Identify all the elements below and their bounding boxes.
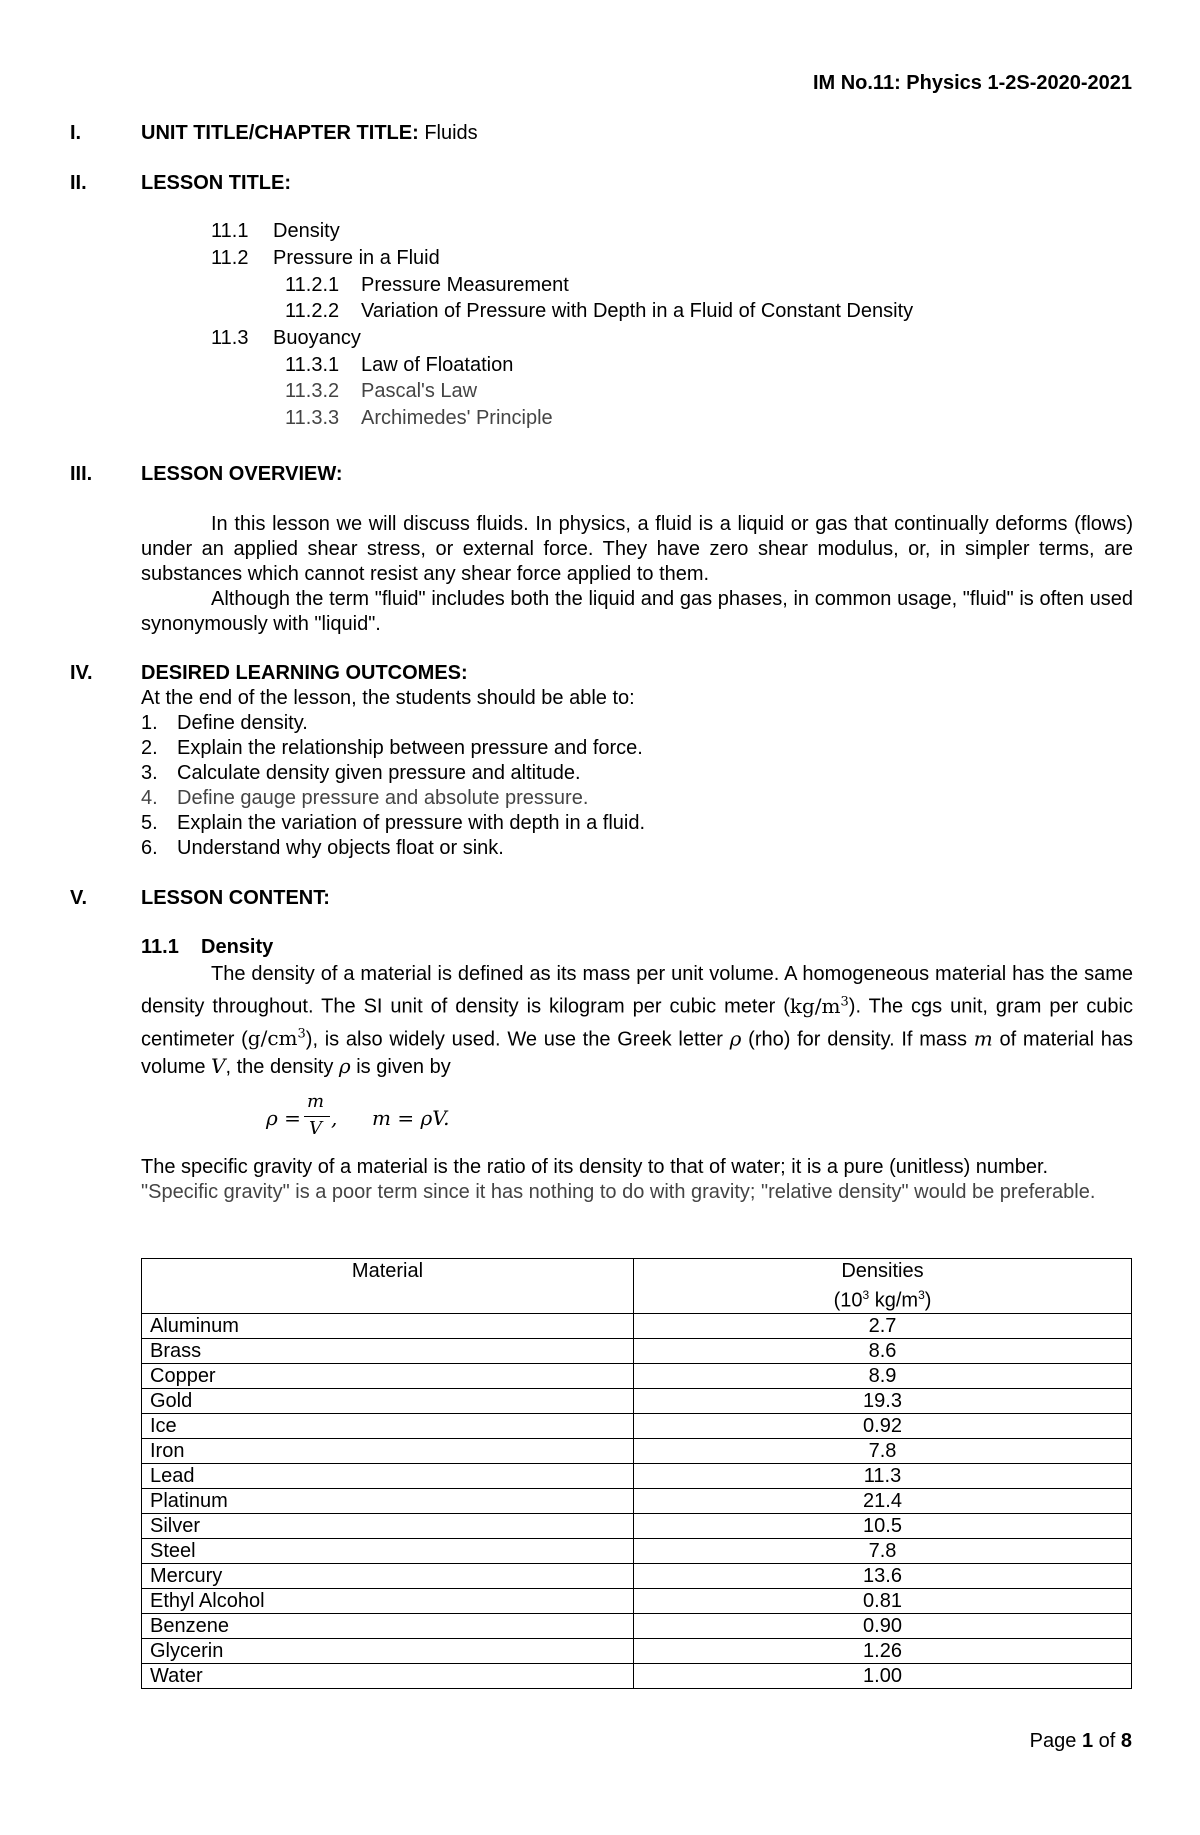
document-reference: IM No.11: Physics 1-2S-2020-2021 bbox=[812, 72, 1132, 94]
material-cell: Lead bbox=[142, 1463, 634, 1488]
table-row bbox=[142, 1563, 1132, 1588]
page-footer bbox=[1030, 1730, 1132, 1753]
cgs-unit: $g/cm^3$ bbox=[247, 1026, 306, 1051]
learning-outcomes-heading: DESIRED LEARNING OUTCOMES: bbox=[141, 662, 468, 684]
overview-text-1: In this lesson we will discuss fluids. In physics, a fluid is a liquid or gas that continually deforms (flows) under an applied shear stress, or external force. They have zero shear modulus, or, in simpler terms, are substances which cannot resist any shear force applied to them. bbox=[141, 513, 1133, 585]
section-numeral: IV. bbox=[70, 662, 93, 684]
density-cell: 1.00 bbox=[634, 1663, 1132, 1688]
outcome-text: Define density. bbox=[177, 712, 308, 734]
material-cell: Ice bbox=[142, 1413, 634, 1438]
rho-symbol: ρ bbox=[729, 1026, 742, 1051]
material-cell: Ethyl Alcohol bbox=[142, 1588, 634, 1613]
toc-number: 11.3 bbox=[211, 327, 249, 349]
unit-title-label: UNIT TITLE/CHAPTER TITLE: bbox=[141, 122, 419, 144]
outcome-text: Define gauge pressure and absolute pressure. bbox=[177, 787, 589, 809]
toc-title: Pressure in a Fluid bbox=[273, 247, 440, 269]
density-text: (rho) for density. If mass bbox=[748, 1028, 968, 1051]
outcome-number: 2. bbox=[141, 737, 158, 759]
toc-number: 11.3.1 bbox=[285, 354, 340, 376]
table-row bbox=[142, 1513, 1132, 1538]
section-numeral: III. bbox=[70, 463, 93, 485]
density-text: The density of a material is defined as its mass per unit volume. A homogeneous material has the same density throughout. The SI unit of density is kilogram per cubic meter ( bbox=[141, 963, 1133, 1018]
density-paragraph bbox=[141, 961, 1133, 1081]
column-header-material: Material bbox=[142, 1259, 634, 1314]
table-row bbox=[142, 1438, 1132, 1463]
density-cell: 0.92 bbox=[634, 1413, 1132, 1438]
outcome-number: 5. bbox=[141, 812, 158, 834]
density-cell: 0.81 bbox=[634, 1588, 1132, 1613]
table-row bbox=[142, 1538, 1132, 1563]
fraction-bar bbox=[304, 1116, 330, 1117]
table-row bbox=[142, 1313, 1132, 1338]
specific-gravity-text-2: "Specific gravity" is a poor term since it has nothing to do with gravity; "relative density" would be preferable. bbox=[141, 1181, 1096, 1203]
material-cell: Brass bbox=[142, 1338, 634, 1363]
material-cell: Glycerin bbox=[142, 1638, 634, 1663]
toc-number: 11.3.2 bbox=[285, 380, 340, 402]
table-row bbox=[142, 1488, 1132, 1513]
outcomes-intro: At the end of the lesson, the students should be able to: bbox=[141, 687, 635, 709]
material-cell: Water bbox=[142, 1663, 634, 1688]
table-row bbox=[142, 1363, 1132, 1388]
page-word: Page bbox=[1029, 1730, 1077, 1752]
density-cell: 2.7 bbox=[634, 1313, 1132, 1338]
toc-title: Pressure Measurement bbox=[361, 274, 569, 296]
equation-denominator: V bbox=[309, 1118, 322, 1139]
material-cell: Mercury bbox=[142, 1563, 634, 1588]
table-row bbox=[142, 1588, 1132, 1613]
outcome-text: Understand why objects float or sink. bbox=[177, 837, 504, 859]
outcome-number: 1. bbox=[141, 712, 158, 734]
toc-title: Law of Floatation bbox=[361, 354, 514, 376]
material-cell: Gold bbox=[142, 1388, 634, 1413]
equation-comma: , bbox=[331, 1106, 338, 1130]
equation-mass: m = ρV. bbox=[372, 1106, 450, 1130]
table-row bbox=[142, 1613, 1132, 1638]
subsection-number: 11.1 bbox=[141, 936, 179, 958]
material-cell: Copper bbox=[142, 1363, 634, 1388]
table-row bbox=[142, 1388, 1132, 1413]
section-numeral: V. bbox=[70, 887, 88, 909]
subsection-title: Density bbox=[201, 936, 274, 958]
density-cell: 0.90 bbox=[634, 1613, 1132, 1638]
table-row bbox=[142, 1463, 1132, 1488]
density-cell: 19.3 bbox=[634, 1388, 1132, 1413]
toc-number: 11.2.2 bbox=[285, 300, 340, 322]
outcome-number: 3. bbox=[141, 762, 158, 784]
page-number: 1 bbox=[1081, 1730, 1094, 1752]
section-numeral: II. bbox=[70, 172, 87, 194]
mass-symbol: m bbox=[973, 1026, 993, 1051]
outcome-text: Explain the relationship between pressure and force. bbox=[177, 737, 643, 759]
specific-gravity-text-1: The specific gravity of a material is the ratio of its density to that of water; it is a pure (unitless) number. bbox=[141, 1156, 1049, 1178]
overview-text-2: Although the term "fluid" includes both the liquid and gas phases, in common usage, "fluid" is often used synonymously with "liquid". bbox=[141, 588, 1133, 635]
table-header-row bbox=[142, 1259, 1132, 1314]
si-unit: $kg/m^3$ bbox=[789, 993, 849, 1018]
material-cell: Steel bbox=[142, 1538, 634, 1563]
toc-title: Buoyancy bbox=[273, 327, 361, 349]
density-cell: 7.8 bbox=[634, 1438, 1132, 1463]
column-header-densities: Densities ($10^3$ $kg/m^3$) bbox=[634, 1259, 1132, 1314]
outcome-number: 4. bbox=[141, 787, 158, 809]
material-cell: Iron bbox=[142, 1438, 634, 1463]
toc-title: Archimedes' Principle bbox=[361, 407, 553, 429]
density-cell: 21.4 bbox=[634, 1488, 1132, 1513]
material-cell: Benzene bbox=[142, 1613, 634, 1638]
toc-number: 11.1 bbox=[211, 220, 249, 242]
density-cell: 8.9 bbox=[634, 1363, 1132, 1388]
toc-title: Density bbox=[273, 220, 340, 242]
density-text: is given by bbox=[356, 1056, 451, 1079]
table-row bbox=[142, 1638, 1132, 1663]
density-text: ). The cgs unit, gram per cubic centimeter ( bbox=[141, 995, 1133, 1051]
toc-title: Pascal's Law bbox=[361, 380, 478, 402]
unit-title bbox=[141, 122, 478, 145]
page-total: 8 bbox=[1120, 1730, 1132, 1752]
density-text: , the density bbox=[225, 1056, 334, 1079]
equation-numerator: m bbox=[307, 1091, 325, 1112]
specific-gravity-paragraph bbox=[141, 1155, 1133, 1205]
density-cell: 1.26 bbox=[634, 1638, 1132, 1663]
density-cell: 8.6 bbox=[634, 1338, 1132, 1363]
volume-symbol: V bbox=[211, 1054, 226, 1079]
lesson-overview-heading: LESSON OVERVIEW: bbox=[141, 463, 343, 485]
density-text: ), is also widely used. We use the Greek letter bbox=[305, 1028, 723, 1051]
outcome-text: Calculate density given pressure and altitude. bbox=[177, 762, 581, 784]
density-cell: 13.6 bbox=[634, 1563, 1132, 1588]
of-word: of bbox=[1098, 1730, 1116, 1752]
density-text: of material has volume bbox=[141, 1028, 1134, 1079]
table-row bbox=[142, 1413, 1132, 1438]
outcome-number: 6. bbox=[141, 837, 158, 859]
density-cell: 10.5 bbox=[634, 1513, 1132, 1538]
material-cell: Platinum bbox=[142, 1488, 634, 1513]
overview-paragraph bbox=[141, 512, 1133, 637]
material-cell: Aluminum bbox=[142, 1313, 634, 1338]
table-row bbox=[142, 1338, 1132, 1363]
lesson-title-heading: LESSON TITLE: bbox=[141, 172, 291, 194]
toc-number: 11.2.1 bbox=[285, 274, 340, 296]
toc-number: 11.2 bbox=[211, 247, 249, 269]
unit-title-value: Fluids bbox=[424, 122, 478, 144]
outcome-text: Explain the variation of pressure with depth in a fluid. bbox=[177, 812, 646, 834]
rho-symbol: ρ bbox=[338, 1054, 351, 1079]
density-cell: 7.8 bbox=[634, 1538, 1132, 1563]
lesson-content-heading: LESSON CONTENT: bbox=[141, 887, 330, 909]
toc-title: Variation of Pressure with Depth in a Fluid of Constant Density bbox=[361, 300, 914, 322]
material-cell: Silver bbox=[142, 1513, 634, 1538]
density-cell: 11.3 bbox=[634, 1463, 1132, 1488]
equation-rho: ρ = bbox=[266, 1106, 301, 1130]
density-table bbox=[141, 1258, 1132, 1689]
section-numeral: I. bbox=[70, 122, 82, 144]
table-row bbox=[142, 1663, 1132, 1688]
toc-number: 11.3.3 bbox=[285, 407, 340, 429]
